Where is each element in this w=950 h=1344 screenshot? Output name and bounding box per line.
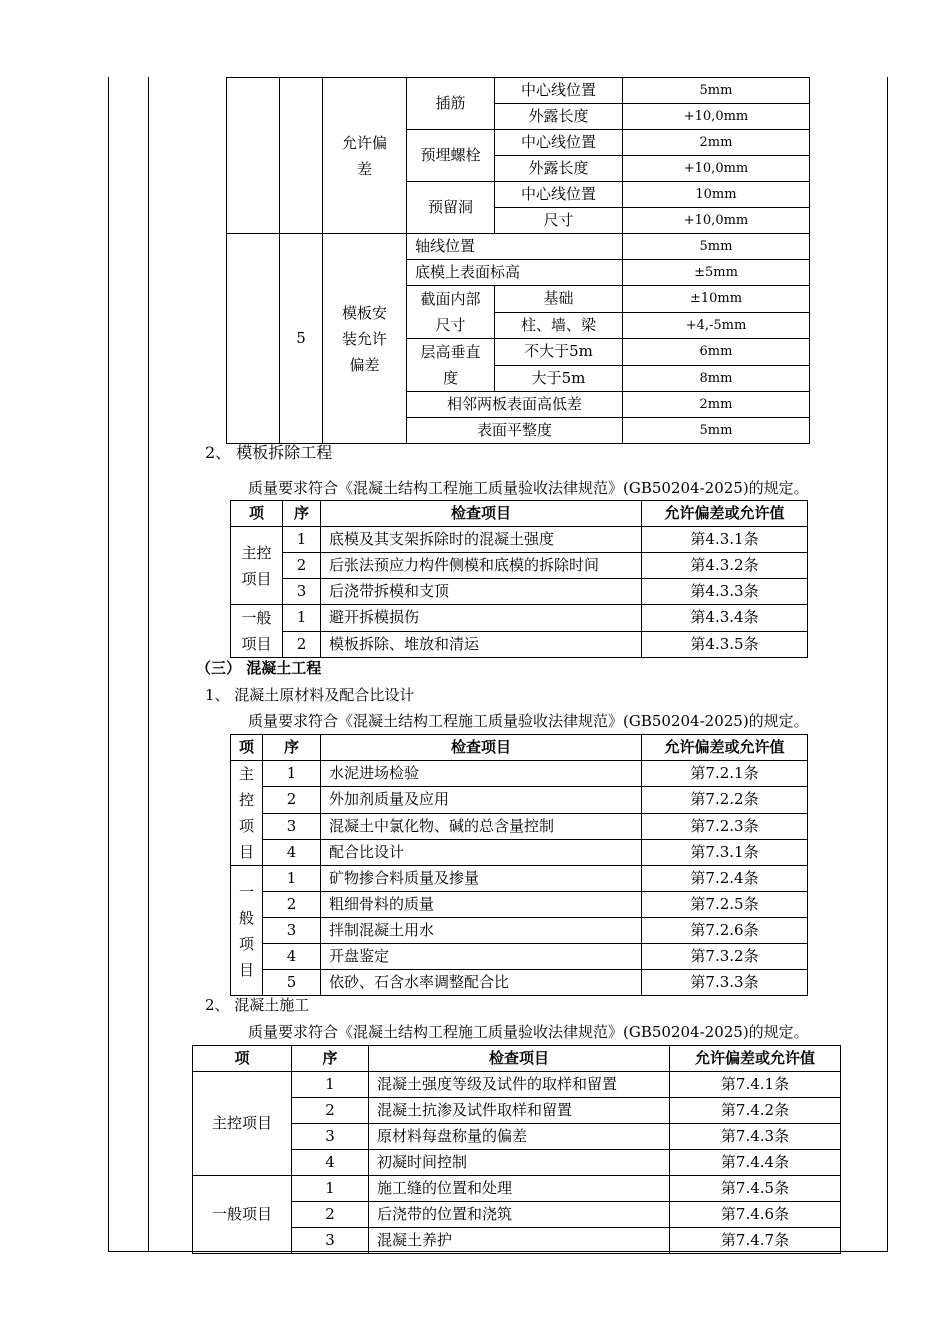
clause-ref: 第7.2.1条	[642, 761, 808, 787]
check-item: 后浇带拆模和支顶	[321, 579, 642, 605]
check-item: 混凝土强度等级及试件的取样和留置	[369, 1072, 670, 1098]
clause-ref: 第7.2.2条	[642, 787, 808, 813]
row-number: 2	[283, 631, 321, 658]
row-number: 4	[263, 944, 321, 970]
clause-ref: 第7.4.1条	[670, 1072, 841, 1098]
main-control-label: 主控项目	[231, 527, 283, 605]
item-label: 表面平整度	[407, 418, 623, 444]
value-cell: +10,0mm	[623, 104, 810, 130]
header-item: 项	[231, 735, 263, 761]
clause-ref: 第7.2.3条	[642, 813, 808, 839]
item-label: 预留洞	[407, 182, 495, 234]
sub-label: 大于5m	[495, 365, 623, 392]
check-item: 依砂、石含水率调整配合比	[321, 970, 642, 996]
group-label: 允许偏差	[323, 78, 407, 234]
header-check: 检查项目	[321, 501, 642, 527]
value-cell: 2mm	[623, 130, 810, 156]
clause-ref: 第7.2.5条	[642, 892, 808, 918]
sub-label: 中心线位置	[495, 78, 623, 104]
row-number: 5	[280, 234, 323, 444]
check-item: 拌制混凝土用水	[321, 918, 642, 944]
header-check: 检查项目	[321, 735, 642, 761]
value-cell: ±5mm	[623, 260, 810, 286]
value-cell: +4,-5mm	[623, 312, 810, 339]
sub-label: 基础	[495, 286, 623, 313]
value-cell: 5mm	[623, 418, 810, 444]
general-label: 一般项目	[193, 1176, 292, 1254]
value-cell: 2mm	[623, 392, 810, 418]
check-item: 水泥进场检验	[321, 761, 642, 787]
item-label: 轴线位置	[407, 234, 623, 260]
sub-label: 外露长度	[495, 104, 623, 130]
clause-ref: 第4.3.4条	[642, 605, 808, 632]
row-number: 3	[292, 1228, 369, 1254]
clause-ref: 第7.4.4条	[670, 1150, 841, 1176]
check-item: 开盘鉴定	[321, 944, 642, 970]
row-number: 1	[283, 605, 321, 632]
quality-statement: 质量要求符合《混凝土结构工程施工质量验收法律规范》(GB50204-2025)的规定。	[248, 712, 809, 730]
row-number: 3	[263, 813, 321, 839]
item-label: 截面内部尺寸	[407, 286, 495, 339]
row-number: 2	[263, 892, 321, 918]
tolerance-table	[226, 77, 810, 444]
clause-ref: 第7.4.7条	[670, 1228, 841, 1254]
item-label: 层高垂直度	[407, 339, 495, 392]
row-number: 2	[292, 1202, 369, 1228]
row-number: 3	[283, 579, 321, 605]
blank-cell	[227, 234, 280, 444]
clause-ref: 第7.4.5条	[670, 1176, 841, 1202]
clause-ref: 第7.2.4条	[642, 866, 808, 892]
section-heading: 2、 混凝土施工	[205, 996, 310, 1014]
check-item: 初凝时间控制	[369, 1150, 670, 1176]
header-tolerance: 允许偏差或允许值	[642, 735, 808, 761]
clause-ref: 第4.3.3条	[642, 579, 808, 605]
check-item: 混凝土中氯化物、碱的总含量控制	[321, 813, 642, 839]
row-number: 2	[263, 787, 321, 813]
row-number: 2	[292, 1098, 369, 1124]
row-number: 4	[292, 1150, 369, 1176]
blank-cell	[280, 78, 323, 234]
header-item: 项	[193, 1046, 292, 1072]
main-control-label: 主控项目	[193, 1072, 292, 1176]
sub-label: 柱、墙、梁	[495, 312, 623, 339]
general-label: 一般项目	[231, 605, 283, 658]
value-cell: +10,0mm	[623, 208, 810, 234]
inspection-table	[230, 734, 808, 996]
sub-label: 中心线位置	[495, 130, 623, 156]
header-no: 序	[283, 501, 321, 527]
check-item: 粗细骨料的质量	[321, 892, 642, 918]
clause-ref: 第4.3.5条	[642, 631, 808, 658]
row-number: 1	[292, 1176, 369, 1202]
value-cell: 8mm	[623, 365, 810, 392]
header-tolerance: 允许偏差或允许值	[642, 501, 808, 527]
check-item: 模板拆除、堆放和清运	[321, 631, 642, 658]
row-number: 5	[263, 970, 321, 996]
header-no: 序	[263, 735, 321, 761]
section-heading: 1、 混凝土原材料及配合比设计	[205, 686, 415, 704]
sub-label: 中心线位置	[495, 182, 623, 208]
clause-ref: 第7.3.3条	[642, 970, 808, 996]
check-item: 底模及其支架拆除时的混凝土强度	[321, 527, 642, 553]
value-cell: 5mm	[623, 234, 810, 260]
chapter-heading: （三） 混凝土工程	[196, 659, 322, 677]
row-number: 3	[292, 1124, 369, 1150]
section-heading: 2、 模板拆除工程	[205, 443, 333, 462]
quality-statement: 质量要求符合《混凝土结构工程施工质量验收法律规范》(GB50204-2025)的规定。	[248, 479, 809, 497]
item-label: 预埋螺栓	[407, 130, 495, 182]
check-item: 矿物掺合料质量及掺量	[321, 866, 642, 892]
value-cell: 5mm	[623, 78, 810, 104]
clause-ref: 第7.4.3条	[670, 1124, 841, 1150]
clause-ref: 第7.3.1条	[642, 839, 808, 865]
clause-ref: 第7.2.6条	[642, 918, 808, 944]
item-label: 相邻两板表面高低差	[407, 392, 623, 418]
value-cell: ±10mm	[623, 286, 810, 313]
value-cell: 10mm	[623, 182, 810, 208]
header-check: 检查项目	[369, 1046, 670, 1072]
check-item: 混凝土抗渗及试件取样和留置	[369, 1098, 670, 1124]
check-item: 配合比设计	[321, 839, 642, 865]
sub-label: 不大于5m	[495, 339, 623, 366]
row-number: 4	[263, 839, 321, 865]
item-label: 底模上表面标高	[407, 260, 623, 286]
header-no: 序	[292, 1046, 369, 1072]
frame-inner-line	[148, 77, 149, 1252]
row-number: 3	[263, 918, 321, 944]
general-label: 一般项目	[231, 866, 263, 996]
check-item: 后浇带的位置和浇筑	[369, 1202, 670, 1228]
row-number: 1	[283, 527, 321, 553]
row-number: 2	[283, 553, 321, 579]
check-item: 施工缝的位置和处理	[369, 1176, 670, 1202]
inspection-table	[192, 1045, 841, 1254]
clause-ref: 第4.3.2条	[642, 553, 808, 579]
check-item: 后张法预应力构件侧模和底模的拆除时间	[321, 553, 642, 579]
header-tolerance: 允许偏差或允许值	[670, 1046, 841, 1072]
sub-label: 外露长度	[495, 156, 623, 182]
item-label: 插筋	[407, 78, 495, 130]
group-label: 模板安装允许偏差	[323, 234, 407, 444]
check-item: 外加剂质量及应用	[321, 787, 642, 813]
row-number: 1	[263, 866, 321, 892]
clause-ref: 第4.3.1条	[642, 527, 808, 553]
value-cell: +10,0mm	[623, 156, 810, 182]
check-item: 混凝土养护	[369, 1228, 670, 1254]
value-cell: 6mm	[623, 339, 810, 366]
header-item: 项	[231, 501, 283, 527]
check-item: 原材料每盘称量的偏差	[369, 1124, 670, 1150]
row-number: 1	[292, 1072, 369, 1098]
clause-ref: 第7.3.2条	[642, 944, 808, 970]
main-control-label: 主控项目	[231, 761, 263, 866]
clause-ref: 第7.4.6条	[670, 1202, 841, 1228]
sub-label: 尺寸	[495, 208, 623, 234]
blank-cell	[227, 78, 280, 234]
inspection-table	[230, 500, 808, 658]
clause-ref: 第7.4.2条	[670, 1098, 841, 1124]
check-item: 避开拆模损伤	[321, 605, 642, 632]
quality-statement: 质量要求符合《混凝土结构工程施工质量验收法律规范》(GB50204-2025)的规定。	[248, 1023, 809, 1041]
row-number: 1	[263, 761, 321, 787]
